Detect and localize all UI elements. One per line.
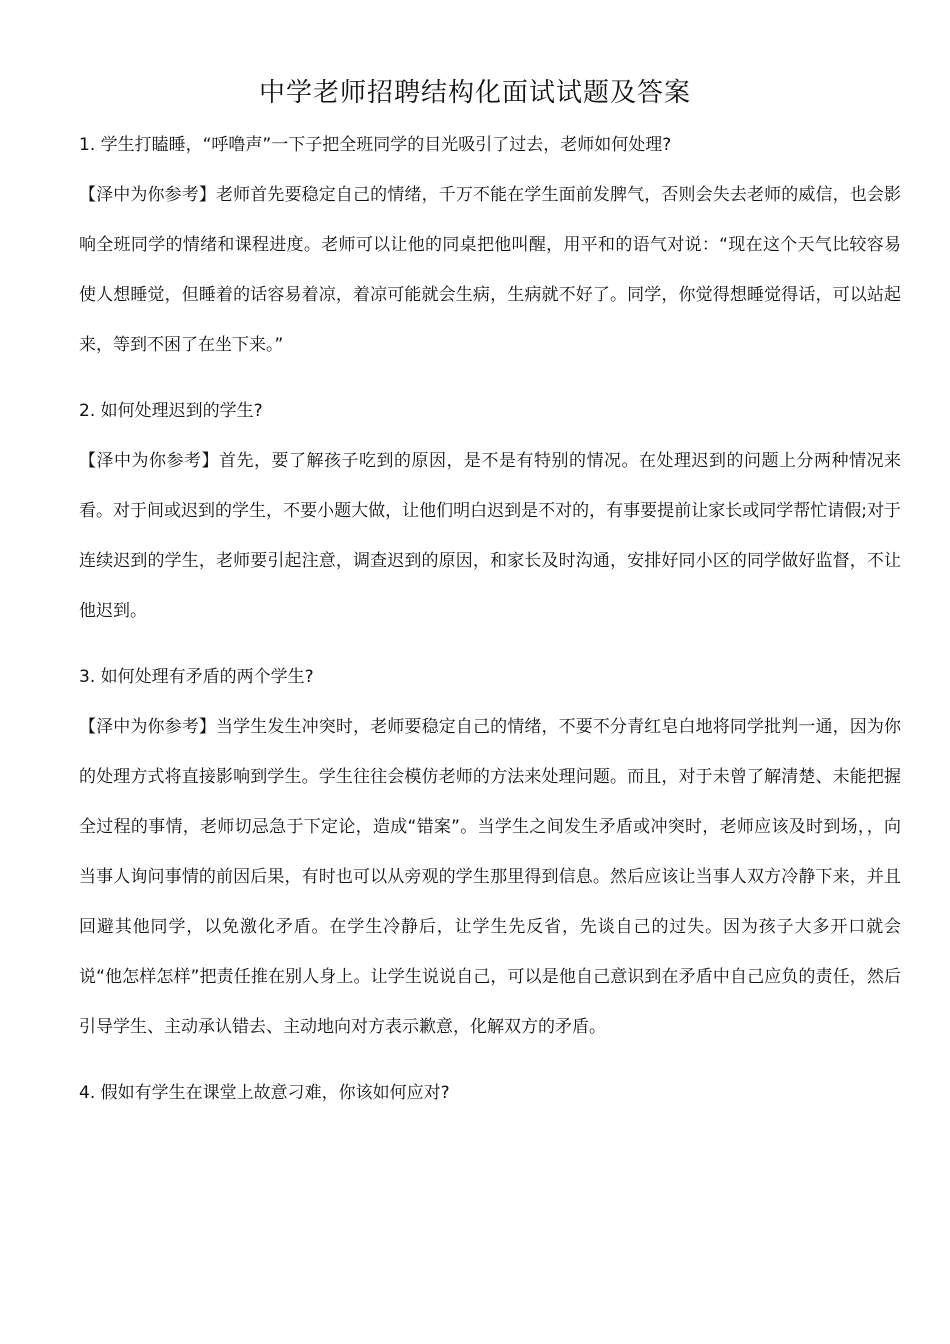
answer-text-2: 首先，要了解孩子吃到的原因，是不是有特别的情况。在处理迟到的问题上分两种情况来看。对于间或迟到的学生，不要小题大做，让他们明白迟到是不对的，有事要提前让家长或同学帮忙请假;对于连续迟到的学生，老师要引起注意，调查迟到的原因，和家长及时沟通，安排好同小区的同学做好监督，不让他迟到。 <box>79 451 901 621</box>
question-1: 1. 学生打瞌睡，“呼噜声”一下子把全班同学的目光吸引了过去，老师如何处理? <box>79 135 672 155</box>
answer-2 <box>79 436 901 636</box>
question-3: 3. 如何处理有矛盾的两个学生? <box>79 667 314 687</box>
reference-label-3: 【泽中为你参考】 <box>79 717 217 737</box>
document-body <box>79 126 901 1110</box>
question-2: 2. 如何处理迟到的学生? <box>79 401 263 421</box>
reference-label-1: 【泽中为你参考】 <box>79 185 217 205</box>
answer-text-1: 老师首先要稳定自己的情绪，千万不能在学生面前发脾气，否则会失去老师的威信，也会影响全班同学的情绪和课程进度。老师可以让他的同桌把他叫醒，用平和的语气对说：“现在这个天气比较容易使人想睡觉，但睡着的话容易着凉，着凉可能就会生病，生病就不好了。同学，你觉得想睡觉得话，可以站起来，等到不困了在坐下来。” <box>79 185 902 355</box>
page-title: 中学老师招聘结构化面试试题及答案 <box>258 78 691 108</box>
answer-text-3: 当学生发生冲突时，老师要稳定自己的情绪，不要不分青红皂白地将同学批判一通，因为你的处理方式将直接影响到学生。学生往往会模仿老师的方法来处理问题。而且，对于未曾了解清楚、未能把握全过程的事情，老师切忌急于下定论，造成“错案”。当学生之间发生矛盾或冲突时，老师应该及时到场，，向当事人询问事情的前因后果，有时也可以从旁观的学生那里得到信息。然后应该让当事人双方冷静下来，并且回避其他同学，以免激化矛盾。在学生冷静后，让学生先反省，先谈自己的过失。因为孩子大多开口就会说“他怎样怎样”把责任推在别人身上。让学生说说自己，可以是他自己意识到在矛盾中自己应负的责任，然后引导学生、主动承认错去、主动地向对方表示歉意，化解双方的矛盾。 <box>79 717 902 1037</box>
question-4: 4. 假如有学生在课堂上故意刁难，你该如何应对? <box>79 1083 450 1103</box>
answer-3 <box>79 702 901 1052</box>
reference-label-2: 【泽中为你参考】 <box>79 451 219 471</box>
answer-1 <box>79 170 901 370</box>
